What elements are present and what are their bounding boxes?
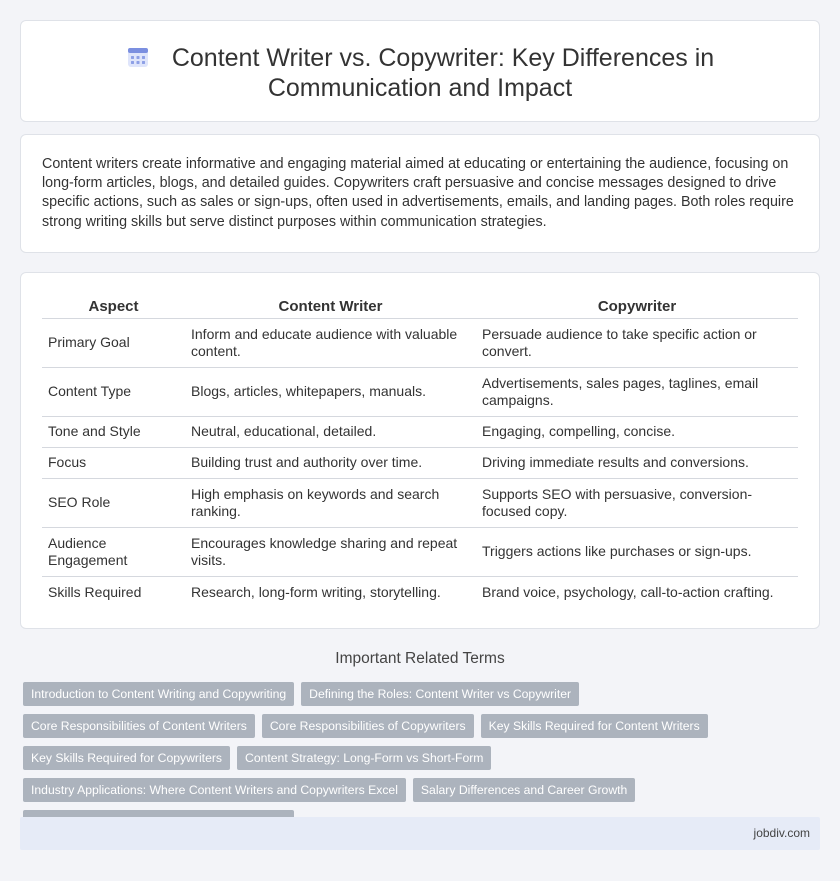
- copywriter-cell: Engaging, compelling, concise.: [476, 417, 798, 448]
- intro-card: [20, 134, 820, 253]
- table-row: [42, 528, 798, 577]
- intro-paragraph: Content writers create informative and engaging material aimed at educating or entertaining the audience, focusing on long-form articles, blogs, and detailed guides. Copywriters craft persuasive and concise messages designed to drive specific actions, such as sales or sign-ups, often used in advertisements, emails, and landing pages. Both roles require strong writing skills but serve distinct purposes within communication strategies.: [42, 156, 794, 230]
- column-header-copywriter: Copywriter: [476, 292, 798, 319]
- comparison-table: [42, 292, 798, 608]
- related-term-tag[interactable]: Salary Differences and Career Growth: [413, 778, 635, 802]
- table-row: [42, 319, 798, 368]
- related-term-tag[interactable]: Content Strategy: Long-Form vs Short-Form: [237, 746, 491, 770]
- content-writer-cell: Inform and educate audience with valuable content.: [185, 319, 476, 368]
- related-term-tag[interactable]: Key Skills Required for Content Writers: [481, 714, 708, 738]
- content-writer-cell: Building trust and authority over time.: [185, 448, 476, 479]
- copywriter-cell: Advertisements, sales pages, taglines, email campaigns.: [476, 368, 798, 417]
- table-row: [42, 479, 798, 528]
- content-writer-cell: Research, long-form writing, storytelling.: [191, 583, 441, 600]
- related-terms-heading: Important Related Terms: [335, 650, 505, 667]
- aspect-cell: Skills Required: [48, 583, 142, 600]
- copywriter-cell: Driving immediate results and conversions.: [476, 448, 798, 479]
- header-card: [20, 20, 820, 122]
- page-title: Content Writer vs. Copywriter: Key Differences in Communication and Impact: [171, 44, 715, 102]
- related-term-tag[interactable]: Defining the Roles: Content Writer vs Copywriter: [301, 682, 579, 706]
- related-term-tag[interactable]: Core Responsibilities of Content Writers: [23, 714, 255, 738]
- calendar-icon: [126, 45, 150, 69]
- related-term-tag[interactable]: Core Responsibilities of Copywriters: [262, 714, 474, 738]
- copywriter-cell: Supports SEO with persuasive, conversion-focused copy.: [476, 479, 798, 528]
- related-term-tag[interactable]: Introduction to Content Writing and Copywriting: [23, 682, 294, 706]
- copywriter-cell: Brand voice, psychology, call-to-action crafting.: [482, 583, 774, 600]
- aspect-cell: Focus: [42, 448, 185, 479]
- aspect-cell: Content Type: [42, 368, 185, 417]
- table-row: [42, 417, 798, 448]
- footer: [20, 817, 820, 850]
- copywriter-cell: Triggers actions like purchases or sign-ups.: [476, 528, 798, 577]
- column-header-aspect: Aspect: [42, 292, 185, 319]
- related-terms-list: [23, 682, 813, 834]
- table-header-row: [42, 292, 798, 319]
- comparison-card: [20, 272, 820, 629]
- page-title-wrap: [21, 43, 819, 103]
- footer-site-link[interactable]: jobdiv.com: [753, 826, 810, 840]
- aspect-cell: SEO Role: [42, 479, 185, 528]
- aspect-cell: Primary Goal: [42, 319, 185, 368]
- copywriter-cell: Persuade audience to take specific action or convert.: [476, 319, 798, 368]
- column-header-content-writer: Content Writer: [185, 292, 476, 319]
- related-term-tag[interactable]: Industry Applications: Where Content Writers and Copywriters Excel: [23, 778, 406, 802]
- content-writer-cell: Encourages knowledge sharing and repeat visits.: [185, 528, 476, 577]
- table-row: [42, 577, 798, 608]
- table-row: [42, 368, 798, 417]
- related-term-tag[interactable]: Key Skills Required for Copywriters: [23, 746, 230, 770]
- content-writer-cell: Neutral, educational, detailed.: [185, 417, 476, 448]
- aspect-cell: Audience Engagement: [42, 528, 185, 577]
- content-writer-cell: High emphasis on keywords and search ranking.: [185, 479, 476, 528]
- table-row: [42, 448, 798, 479]
- aspect-cell: Tone and Style: [42, 417, 185, 448]
- content-writer-cell: Blogs, articles, whitepapers, manuals.: [185, 368, 476, 417]
